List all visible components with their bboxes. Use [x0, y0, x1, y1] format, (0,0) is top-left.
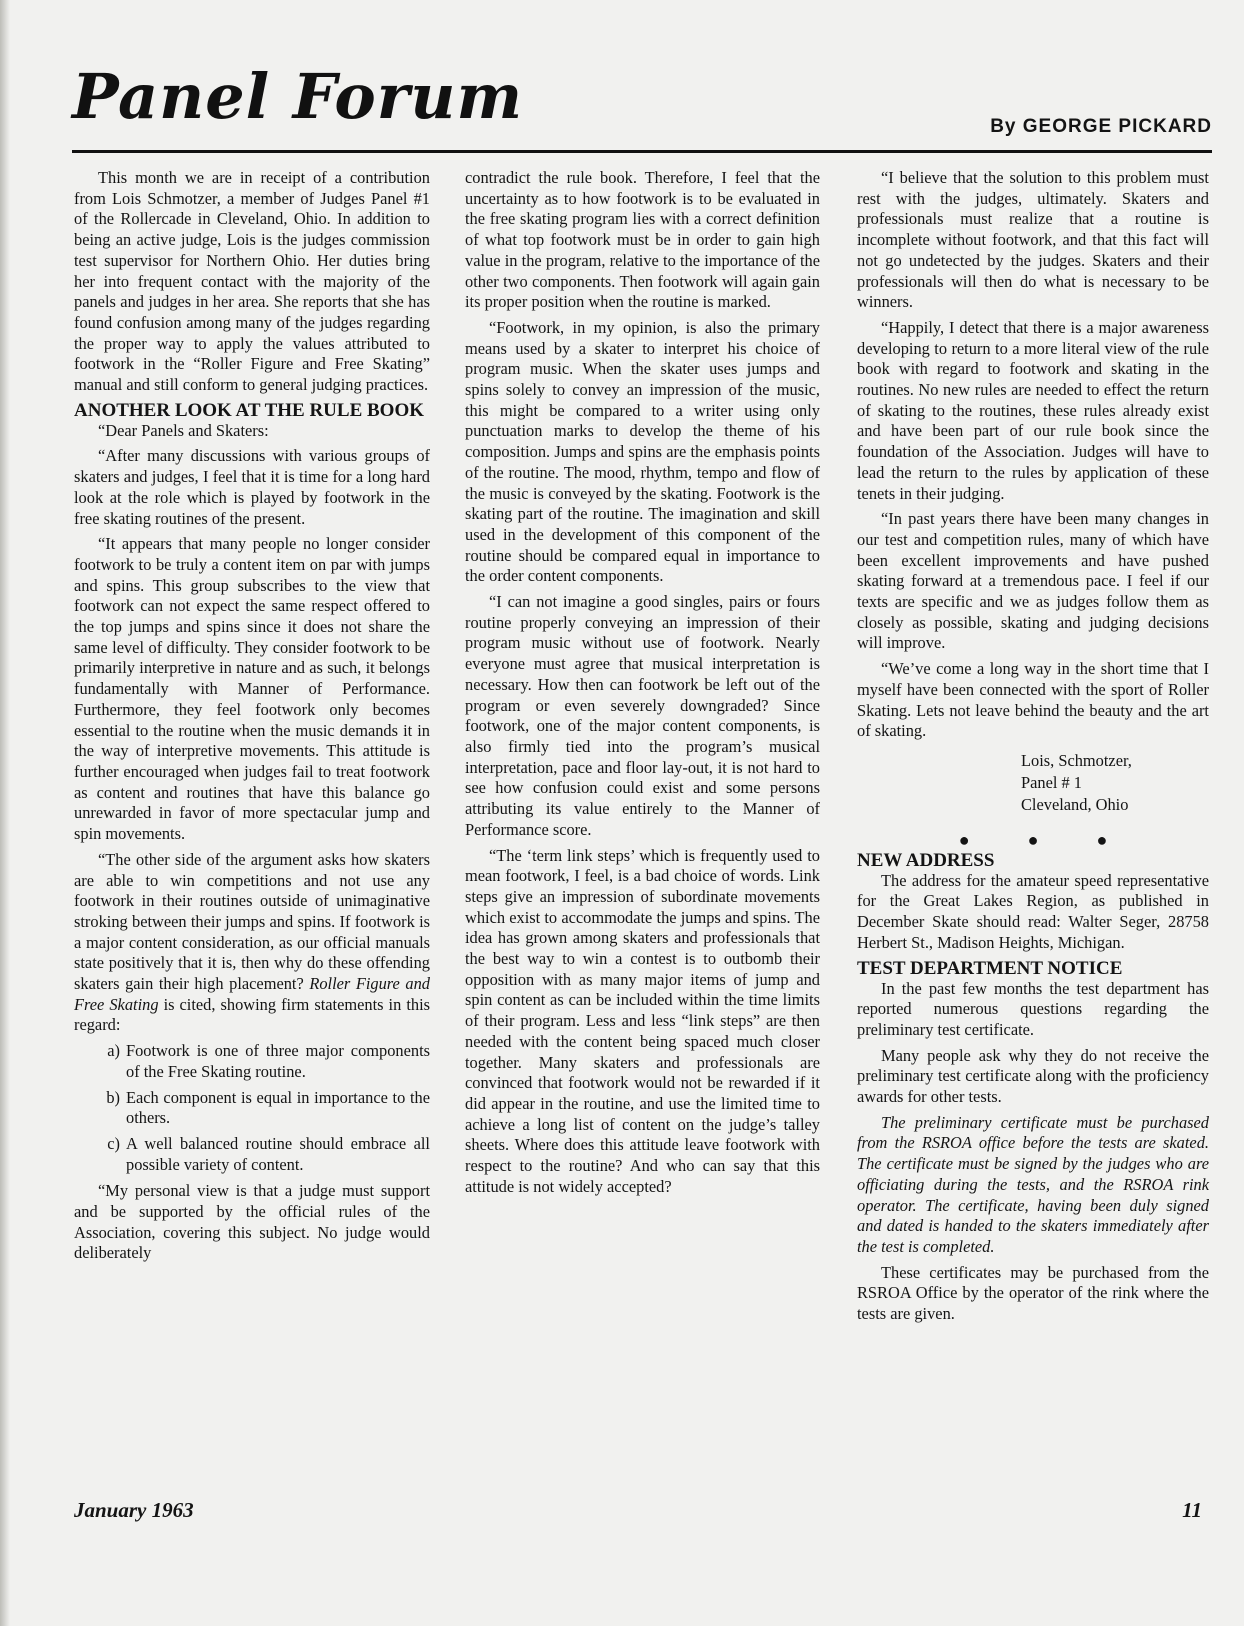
section-divider-dots	[857, 830, 1209, 851]
letter-paragraph: “We’ve come a long way in the short time that I myself have been connected with the sport of Roller Skating. Lets not leave behind the beauty and the art of skating.	[857, 659, 1209, 741]
signature-block	[1021, 750, 1209, 816]
section-heading-rule-book: ANOTHER LOOK AT THE RULE BOOK	[74, 399, 424, 421]
signature-city: Cleveland, Ohio	[1021, 794, 1129, 814]
letter-text: is cited, showing firm statements in this regard:	[74, 994, 430, 1035]
masthead	[72, 60, 1212, 156]
bullet-dot-icon: ●	[958, 829, 970, 850]
letter-salutation: “Dear Panels and Skaters:	[98, 420, 269, 440]
address-paragraph: The address for the amateur speed representative for the Great Lakes Region, as published in December Skate should read: Walter Seger, 28758 Herbert St., Madison Heights, Michigan.	[857, 870, 1209, 952]
letter-paragraph: “In past years there have been many changes in our test and competition rules, many of which have been excellent improvements and have pushed skating forward at a tremendous pace. I feel if our texts are specific and we as judges follow them as closely as possible, skating and judging decisions will improve.	[857, 509, 1209, 653]
letter-paragraph: “I can not imagine a good singles, pairs or fours routine properly conveying an impression of their program music without use of footwork. Nearly everyone must agree that musical interpretation is necessary. How then can footwork be left out of the program or even severely downgraded? Since footwork, one of the major content components, is also firmly tied into the program’s musical interpretation, pace and floor lay-out, it is not hard to see how confusion could exist and some persons attributing its value entirely to the Manner of Performance score.	[465, 592, 820, 839]
rules-list	[74, 1041, 430, 1175]
list-item	[74, 1134, 430, 1175]
letter-paragraph: “After many discussions with various groups of skaters and judges, I feel that it is time for a long hard look at the role which is played by footwork in the free skating routines of the present.	[74, 446, 430, 528]
letter-paragraph: “My personal view is that a judge must support and be supported by the official rules of the Association, covering this subject. No judge would deliberately	[74, 1181, 430, 1263]
page-spine-shadow	[0, 0, 10, 1626]
bullet-dot-icon: ●	[1096, 829, 1108, 850]
column-1	[74, 168, 430, 1269]
issue-date: January 1963	[74, 1498, 194, 1522]
notice-paragraph-italic: The preliminary certificate must be purchased from the RSROA office before the tests are skated. The certificate must be signed by the judges who are officiating during the tests, and the RSROA rink operator. The certificate, having been duly signed and dated is handed to the skaters immediately after the test is completed.	[857, 1112, 1209, 1256]
letter-paragraph: contradict the rule book. Therefore, I feel that the uncertainty as to how footwork is to be evaluated in the free skating program lies with a correct definition of what top footwork must be in order to gain high value in the program, relative to the importance of the other two components. Then footwork will again gain its proper position when the routine is marked.	[465, 168, 820, 312]
list-item-label: a)	[107, 1041, 120, 1061]
manual-title: Roller Figure and Free Skating	[74, 974, 430, 1014]
list-item-label: b)	[106, 1087, 120, 1107]
signature-panel: Panel # 1	[1021, 772, 1083, 792]
list-item-text: Footwork is one of three major components of the Free Skating routine.	[126, 1041, 430, 1081]
page-number: 11	[1182, 1498, 1202, 1522]
letter-paragraph: “It appears that many people no longer consider footwork to be truly a content item on par with jumps and spins. This group subscribes to the view that footwork can not expect the same respect offered to the top jumps and spins since it does not share the same level of difficulty. They consider footwork to be primarily interpretive in nature and as such, it belongs fundamentally with Manner of Performance. Furthermore, they feel footwork only becomes essential to the routine when the music demands it in the way of interpretive movements. This attitude is further encouraged when judges fail to treat footwork as content and routines that have this balance go unrewarded in favor of more spectacular jump and spin movements.	[74, 534, 430, 844]
section-heading-test-notice: TEST DEPARTMENT NOTICE	[857, 957, 1123, 979]
notice-paragraph: In the past few months the test department has reported numerous questions regarding the preliminary test certificate.	[857, 978, 1209, 1039]
list-item	[74, 1088, 430, 1129]
letter-paragraph: “Happily, I detect that there is a major awareness developing to return to a more literal view of the rule book with regard to footwork and skating in the routines. No new rules are needed to effect the return of skating to the routines, these rules already exist and have been part of our rule book since the foundation of the Association. Judges will have to lead the return to the rules by application of these tenets in their judging.	[857, 317, 1209, 503]
letter-paragraph: “I believe that the solution to this problem must rest with the judges, ultimately. Skaters and professionals must realize that a routine is incomplete without footwork, and that this fact will not go undetected by the judges. Skaters and their professionals will then do what is necessary to be winners.	[857, 168, 1209, 312]
letter-paragraph	[74, 850, 430, 1036]
byline: By GEORGE PICKARD	[990, 116, 1212, 137]
column-2	[465, 168, 820, 1202]
page-title: Panel Forum	[72, 60, 524, 133]
letter-paragraph: “Footwork, in my opinion, is also the primary means used by a skater to interpret his choice of program music. When the skater uses jumps and spins solely to convey an impression of the music, this might be compared to a writer using only punctuation marks to develop the theme of his composition. Jumps and spins are the emphasis points of the routine. The mood, rhythm, tempo and flow of the music is conveyed by the skating. Footwork is the skating part of the routine. The imagination and skill used in the development of this component of the routine should be compared equal in importance to the order content components.	[465, 317, 820, 586]
signature-name: Lois, Schmotzer,	[1021, 750, 1132, 770]
column-3	[857, 168, 1209, 1330]
letter-paragraph: “The ‘term link steps’ which is frequently used to mean footwork, I feel, is a bad choice of words. Link steps give an impression of subordinate movements which exist to accommodate the jumps and spins. The idea has grown among skaters and professionals that the best way to win a contest is to outbomb their opposition with as many major items of jump and spin content as can be included within the time limits of their program. Less and less “link steps” are then needed with the content being spaced much closer together. Many skaters and professionals are convinced that footwork would not be rewarded if it did appear in the routine, and use the limited time to achieve a long list of content on the judge’s talley sheets. Where does this attitude leave footwork with respect to the routine? And who can say that this attitude is not widely accepted?	[465, 845, 820, 1196]
notice-paragraph: These certificates may be purchased from the RSROA Office by the operator of the rink where the tests are given.	[857, 1262, 1209, 1324]
notice-paragraph: Many people ask why they do not receive the preliminary test certificate along with the proficiency awards for other tests.	[857, 1045, 1209, 1107]
header-rule	[72, 150, 1212, 153]
letter-text: “The other side of the argument asks how skaters are able to win competitions and not use any footwork in their routines outside of unimaginative stroking between their jumps and spins. If footwork is a major content consideration, as our official manuals state positively that it is, then why do these offending skaters gain their high placement?	[74, 849, 430, 994]
list-item-text: Each component is equal in importance to the others.	[126, 1087, 430, 1128]
list-item-label: c)	[107, 1133, 120, 1153]
bullet-dot-icon: ●	[1027, 829, 1039, 850]
list-item	[74, 1041, 430, 1082]
list-item-text: A well balanced routine should embrace all possible variety of content.	[126, 1133, 430, 1174]
intro-paragraph: This month we are in receipt of a contribution from Lois Schmotzer, a member of Judges Panel #1 of the Rollercade in Cleveland, Ohio. In addition to being an active judge, Lois is the judges commission test supervisor for Northern Ohio. Her duties bring her into frequent contact with the majority of the panels and judges in her area. She reports that she has found confusion among many of the judges regarding the proper way to apply the values attributed to footwork in the “Roller Figure and Free Skating” manual and still conform to general judging practices.	[74, 168, 430, 395]
section-heading-new-address: NEW ADDRESS	[857, 849, 995, 871]
